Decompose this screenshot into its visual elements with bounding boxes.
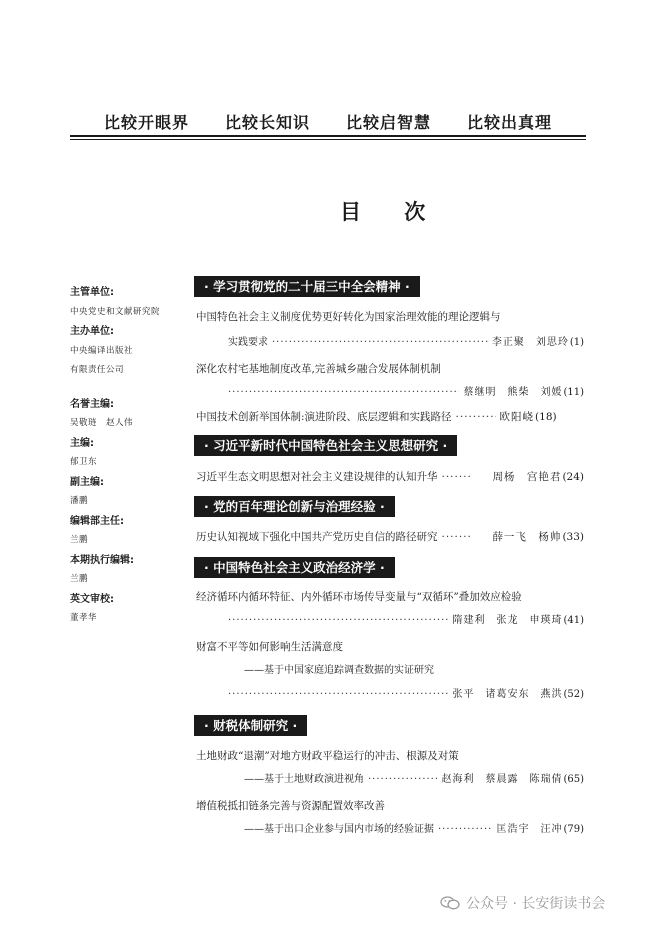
slogan: 比较长知识 <box>224 113 310 132</box>
toc-entry-row <box>244 823 584 837</box>
masthead-value: 兰鹏 <box>70 535 89 545</box>
masthead-value: 吴敬琏 赵人伟 <box>70 418 134 428</box>
slogan: 比较开眼界 <box>104 113 190 132</box>
toc-entry-row <box>196 530 584 544</box>
article-title[interactable]: 土地财政“退潮”对地方财政平稳运行的冲击、根源及对策 <box>196 750 459 762</box>
masthead-label: 主管单位: <box>70 287 114 298</box>
header-divider-thick <box>70 135 586 137</box>
article-authors: 李正聚 刘思玲 <box>491 337 569 348</box>
article-authors: 隋建利 张龙 申瑛琦 <box>452 615 563 626</box>
page-number[interactable]: (41) <box>563 615 584 626</box>
article-title[interactable]: 增值税抵扣链条完善与资源配置效率改善 <box>196 800 385 812</box>
masthead-value: 董孝华 <box>70 613 98 623</box>
leader-dots <box>272 336 488 350</box>
article-title[interactable]: 深化农村宅基地制度改革,完善城乡融合发展体制机制 <box>196 363 441 375</box>
leader-dots <box>456 410 496 424</box>
section-header: · 学习贯彻党的二十届三中全会精神 · <box>194 276 420 297</box>
leader-dots <box>368 773 437 787</box>
section-header: · 习近平新时代中国特色社会主义思想研究 · <box>194 435 457 456</box>
masthead-label: 副主编: <box>70 476 104 488</box>
page-number[interactable]: (24) <box>562 471 584 483</box>
section-header: · 中国特色社会主义政治经济学 · <box>194 557 395 578</box>
article-title[interactable]: 中国技术创新举国体制:演进阶段、底层逻辑和实践路径 <box>196 411 452 423</box>
watermark-text: 公众号 · 长安街读书会 <box>466 896 606 912</box>
article-title[interactable]: 习近平生态文明思想对社会主义建设规律的认知升华 <box>196 471 438 483</box>
article-authors: 匡浩宇 汪冲 <box>496 824 563 835</box>
leader-dots <box>228 688 448 702</box>
masthead-value: 兰鹏 <box>70 574 89 584</box>
article-title[interactable]: 中国特色社会主义制度优势更好转化为国家治理效能的理论逻辑与 <box>196 311 501 323</box>
article-authors: 蔡继明 熊柴 刘媛 <box>463 387 563 398</box>
article-title-continued[interactable]: 实践要求 <box>228 337 268 348</box>
article-subtitle: ——基于土地财政演进视角 <box>244 774 364 785</box>
wechat-icon <box>440 896 460 910</box>
slogan: 比较出真理 <box>466 113 552 132</box>
toc-entry-row <box>244 773 584 787</box>
masthead-label: 名誉主编: <box>70 398 114 410</box>
article-authors: 欧阳峣 <box>499 411 535 423</box>
leader-dots <box>442 530 472 544</box>
masthead-sidebar <box>70 283 180 629</box>
page-number[interactable]: (11) <box>563 387 584 398</box>
toc-entry-row <box>228 688 584 702</box>
masthead-label: 编辑部主任: <box>70 515 124 527</box>
article-authors: 周杨 宫艳君 <box>492 471 562 483</box>
article-title[interactable]: 经济循环内循环特征、内外循环市场传导变量与“双循环”叠加效应检验 <box>196 591 522 603</box>
page-number[interactable]: (52) <box>563 689 584 700</box>
header-divider-thin <box>70 139 586 140</box>
slogan: 比较启智慧 <box>345 113 431 132</box>
watermark <box>440 893 605 913</box>
masthead-value: 有限责任公司 <box>70 365 125 375</box>
toc-entry-row <box>228 614 584 628</box>
header-slogans <box>70 110 586 133</box>
leader-dots <box>438 823 492 837</box>
page-number[interactable]: (18) <box>535 411 557 423</box>
masthead-label: 主办单位: <box>70 326 114 337</box>
article-authors: 张平 诸葛安东 燕洪 <box>452 689 563 700</box>
toc-entry-row <box>196 410 584 424</box>
article-subtitle: ——基于中国家庭追踪调查数据的实证研究 <box>244 665 434 676</box>
article-subtitle: ——基于出口企业参与国内市场的经验证据 <box>244 824 434 835</box>
article-authors: 薛一飞 杨帅 <box>492 531 562 543</box>
masthead-label: 英文审校: <box>70 593 114 605</box>
article-title[interactable]: 历史认知视域下强化中国共产党历史自信的路径研究 <box>196 531 438 543</box>
toc-entry-row <box>196 470 584 484</box>
toc-entry-row <box>228 336 584 350</box>
masthead-value: 潘鹏 <box>70 496 89 506</box>
masthead-value: 中央编译出版社 <box>70 345 134 356</box>
masthead-label: 本期执行编辑: <box>70 554 134 566</box>
page-number[interactable]: (1) <box>569 337 584 348</box>
masthead-label: 主编: <box>70 437 94 449</box>
article-title[interactable]: 财富不平等如何影响生活满意度 <box>196 641 343 653</box>
masthead-value: 中央党史和文献研究院 <box>70 306 161 317</box>
masthead-value: 郁卫东 <box>70 457 98 467</box>
page-number[interactable]: (65) <box>563 774 584 785</box>
leader-dots <box>228 614 448 628</box>
leader-dots <box>442 470 472 484</box>
page-number[interactable]: (33) <box>562 531 584 543</box>
leader-dots <box>228 386 459 400</box>
page-title: 目 次 <box>340 200 444 224</box>
page-number[interactable]: (79) <box>563 824 584 835</box>
toc-entry-row <box>228 386 584 400</box>
section-header: · 党的百年理论创新与治理经验 · <box>194 496 395 517</box>
section-header: · 财税体制研究 · <box>194 715 307 736</box>
article-authors: 赵海利 蔡晨露 陈瑞倩 <box>441 774 563 785</box>
